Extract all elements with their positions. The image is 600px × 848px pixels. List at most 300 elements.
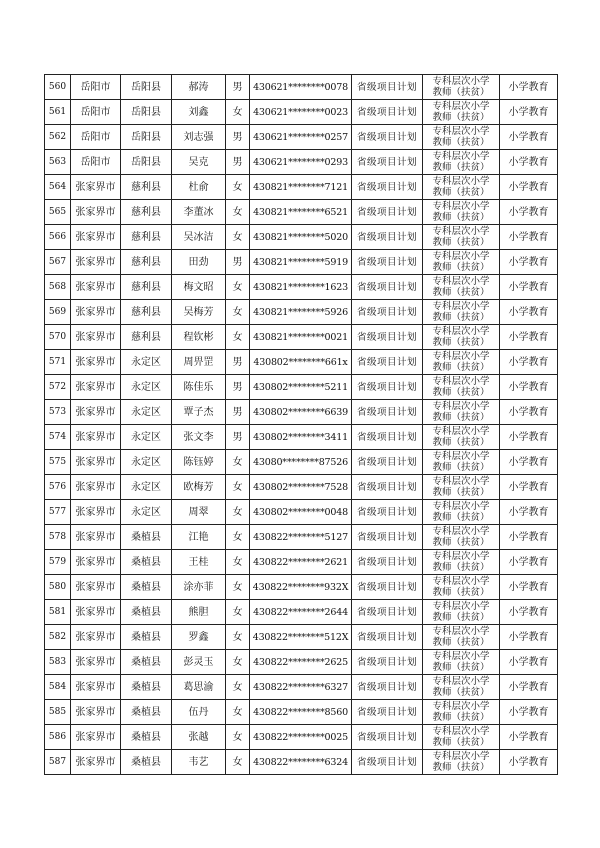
cell-plan: 省级项目计划	[352, 350, 423, 375]
cell-level-line: 专科层次小学	[432, 501, 490, 512]
cell-name: 田劲	[172, 250, 226, 275]
cell-plan: 省级项目计划	[352, 325, 423, 350]
cell-plan: 省级项目计划	[352, 525, 423, 550]
cell-level	[423, 150, 500, 175]
cell-level-line: 教师（扶贫）	[432, 662, 490, 673]
cell-level-line: 专科层次小学	[432, 101, 490, 112]
cell-level	[423, 200, 500, 225]
cell-subject: 小学教育	[500, 525, 558, 550]
cell-number: 583	[45, 650, 71, 675]
cell-number: 567	[45, 250, 71, 275]
cell-name: 吴克	[172, 150, 226, 175]
cell-gender: 女	[226, 675, 250, 700]
cell-id-number: 430822********932X	[250, 575, 352, 600]
cell-name: 张文李	[172, 425, 226, 450]
cell-level	[423, 375, 500, 400]
cell-level	[423, 350, 500, 375]
cell-gender: 女	[226, 600, 250, 625]
cell-county: 慈利县	[121, 225, 172, 250]
cell-level-line: 专科层次小学	[432, 426, 490, 437]
cell-subject: 小学教育	[500, 300, 558, 325]
cell-level-line: 专科层次小学	[432, 126, 490, 137]
cell-level	[423, 175, 500, 200]
cell-level-line: 专科层次小学	[432, 151, 490, 162]
document-page	[44, 74, 557, 775]
cell-gender: 女	[226, 100, 250, 125]
cell-number: 569	[45, 300, 71, 325]
cell-name: 葛思渝	[172, 675, 226, 700]
cell-plan: 省级项目计划	[352, 575, 423, 600]
table-row	[45, 275, 558, 300]
cell-plan: 省级项目计划	[352, 75, 423, 100]
cell-name: 张越	[172, 725, 226, 750]
cell-gender: 女	[226, 300, 250, 325]
cell-name: 王桂	[172, 550, 226, 575]
cell-level-line: 专科层次小学	[432, 326, 490, 337]
cell-number: 582	[45, 625, 71, 650]
cell-city: 张家界市	[71, 300, 121, 325]
cell-county: 桑植县	[121, 675, 172, 700]
table-row	[45, 550, 558, 575]
cell-subject: 小学教育	[500, 125, 558, 150]
cell-plan: 省级项目计划	[352, 700, 423, 725]
cell-gender: 女	[226, 575, 250, 600]
cell-level	[423, 525, 500, 550]
cell-id-number: 430822********2644	[250, 600, 352, 625]
table-row	[45, 525, 558, 550]
table-row	[45, 450, 558, 475]
admission-list-table	[44, 74, 558, 775]
cell-plan: 省级项目计划	[352, 600, 423, 625]
cell-subject: 小学教育	[500, 175, 558, 200]
cell-level	[423, 625, 500, 650]
cell-gender: 男	[226, 350, 250, 375]
cell-level-line: 专科层次小学	[432, 626, 490, 637]
cell-gender: 男	[226, 425, 250, 450]
cell-level-line: 专科层次小学	[432, 226, 490, 237]
cell-subject: 小学教育	[500, 250, 558, 275]
cell-id-number: 430822********2625	[250, 650, 352, 675]
cell-number: 584	[45, 675, 71, 700]
cell-county: 慈利县	[121, 325, 172, 350]
table-row	[45, 300, 558, 325]
cell-gender: 女	[226, 450, 250, 475]
cell-city: 张家界市	[71, 225, 121, 250]
table-row	[45, 350, 558, 375]
cell-subject: 小学教育	[500, 725, 558, 750]
cell-level	[423, 250, 500, 275]
cell-city: 张家界市	[71, 425, 121, 450]
cell-plan: 省级项目计划	[352, 100, 423, 125]
cell-level-line: 教师（扶贫）	[432, 562, 490, 573]
table-row	[45, 425, 558, 450]
cell-city: 张家界市	[71, 600, 121, 625]
cell-subject: 小学教育	[500, 350, 558, 375]
cell-number: 573	[45, 400, 71, 425]
cell-name: 周畀罡	[172, 350, 226, 375]
cell-name: 吴梅芳	[172, 300, 226, 325]
cell-level-line: 专科层次小学	[432, 201, 490, 212]
cell-level	[423, 600, 500, 625]
cell-number: 574	[45, 425, 71, 450]
cell-level-line: 教师（扶贫）	[432, 212, 490, 223]
cell-level-line: 专科层次小学	[432, 576, 490, 587]
cell-level-line: 专科层次小学	[432, 276, 490, 287]
cell-subject: 小学教育	[500, 375, 558, 400]
cell-level-line: 专科层次小学	[432, 301, 490, 312]
cell-plan: 省级项目计划	[352, 200, 423, 225]
cell-level-line: 教师（扶贫）	[432, 337, 490, 348]
cell-id-number: 430821********1623	[250, 275, 352, 300]
table-row	[45, 175, 558, 200]
cell-level	[423, 275, 500, 300]
cell-county: 慈利县	[121, 275, 172, 300]
table-row	[45, 700, 558, 725]
cell-id-number: 430821********5919	[250, 250, 352, 275]
cell-subject: 小学教育	[500, 100, 558, 125]
cell-name: 郝涛	[172, 75, 226, 100]
cell-county: 慈利县	[121, 175, 172, 200]
cell-subject: 小学教育	[500, 575, 558, 600]
cell-plan: 省级项目计划	[352, 300, 423, 325]
cell-gender: 男	[226, 250, 250, 275]
table-row	[45, 375, 558, 400]
cell-plan: 省级项目计划	[352, 125, 423, 150]
cell-level-line: 教师（扶贫）	[432, 587, 490, 598]
cell-id-number: 430822********0025	[250, 725, 352, 750]
cell-level-line: 专科层次小学	[432, 526, 490, 537]
cell-level-line: 专科层次小学	[432, 726, 490, 737]
cell-number: 581	[45, 600, 71, 625]
cell-name: 李董冰	[172, 200, 226, 225]
cell-plan: 省级项目计划	[352, 400, 423, 425]
cell-subject: 小学教育	[500, 225, 558, 250]
cell-plan: 省级项目计划	[352, 275, 423, 300]
cell-level	[423, 100, 500, 125]
cell-city: 张家界市	[71, 650, 121, 675]
cell-level-line: 教师（扶贫）	[432, 287, 490, 298]
cell-city: 张家界市	[71, 700, 121, 725]
cell-plan: 省级项目计划	[352, 500, 423, 525]
cell-subject: 小学教育	[500, 750, 558, 775]
table-row	[45, 625, 558, 650]
cell-subject: 小学教育	[500, 600, 558, 625]
cell-level-line: 专科层次小学	[432, 401, 490, 412]
cell-city: 张家界市	[71, 350, 121, 375]
cell-gender: 女	[226, 700, 250, 725]
cell-county: 永定区	[121, 400, 172, 425]
cell-county: 桑植县	[121, 600, 172, 625]
cell-plan: 省级项目计划	[352, 450, 423, 475]
cell-name: 陈佳乐	[172, 375, 226, 400]
cell-level	[423, 500, 500, 525]
table-body	[45, 75, 558, 775]
cell-city: 张家界市	[71, 450, 121, 475]
cell-plan: 省级项目计划	[352, 550, 423, 575]
cell-gender: 女	[226, 550, 250, 575]
cell-county: 桑植县	[121, 525, 172, 550]
cell-level-line: 教师（扶贫）	[432, 637, 490, 648]
cell-name: 刘鑫	[172, 100, 226, 125]
cell-level	[423, 400, 500, 425]
cell-level-line: 教师（扶贫）	[432, 762, 490, 773]
cell-id-number: 430621********0078	[250, 75, 352, 100]
cell-number: 586	[45, 725, 71, 750]
table-row	[45, 575, 558, 600]
cell-level-line: 教师（扶贫）	[432, 387, 490, 398]
cell-gender: 女	[226, 200, 250, 225]
cell-level-line: 教师（扶贫）	[432, 312, 490, 323]
cell-number: 568	[45, 275, 71, 300]
cell-id-number: 43080********87526	[250, 450, 352, 475]
cell-plan: 省级项目计划	[352, 750, 423, 775]
cell-gender: 女	[226, 175, 250, 200]
cell-level-line: 专科层次小学	[432, 351, 490, 362]
cell-level	[423, 700, 500, 725]
cell-subject: 小学教育	[500, 475, 558, 500]
table-row	[45, 200, 558, 225]
cell-subject: 小学教育	[500, 625, 558, 650]
cell-level-line: 专科层次小学	[432, 601, 490, 612]
cell-id-number: 430621********0257	[250, 125, 352, 150]
table-row	[45, 125, 558, 150]
cell-gender: 男	[226, 400, 250, 425]
cell-id-number: 430621********0293	[250, 150, 352, 175]
cell-city: 岳阳市	[71, 100, 121, 125]
table-row	[45, 400, 558, 425]
cell-subject: 小学教育	[500, 700, 558, 725]
cell-number: 571	[45, 350, 71, 375]
table-row	[45, 100, 558, 125]
cell-name: 周翠	[172, 500, 226, 525]
cell-level-line: 专科层次小学	[432, 751, 490, 762]
cell-id-number: 430802********6639	[250, 400, 352, 425]
cell-subject: 小学教育	[500, 425, 558, 450]
cell-city: 张家界市	[71, 500, 121, 525]
cell-level-line: 专科层次小学	[432, 701, 490, 712]
cell-id-number: 430822********2621	[250, 550, 352, 575]
cell-name: 梅文昭	[172, 275, 226, 300]
cell-name: 伍丹	[172, 700, 226, 725]
cell-level-line: 教师（扶贫）	[432, 87, 490, 98]
cell-number: 587	[45, 750, 71, 775]
cell-number: 560	[45, 75, 71, 100]
cell-level-line: 专科层次小学	[432, 676, 490, 687]
cell-city: 张家界市	[71, 175, 121, 200]
cell-gender: 女	[226, 650, 250, 675]
cell-gender: 女	[226, 625, 250, 650]
cell-level-line: 教师（扶贫）	[432, 237, 490, 248]
cell-level	[423, 575, 500, 600]
cell-level-line: 专科层次小学	[432, 551, 490, 562]
cell-level	[423, 650, 500, 675]
cell-county: 永定区	[121, 450, 172, 475]
cell-level-line: 专科层次小学	[432, 251, 490, 262]
cell-subject: 小学教育	[500, 75, 558, 100]
cell-level-line: 教师（扶贫）	[432, 687, 490, 698]
cell-id-number: 430802********0048	[250, 500, 352, 525]
cell-plan: 省级项目计划	[352, 425, 423, 450]
cell-number: 575	[45, 450, 71, 475]
cell-id-number: 430821********6521	[250, 200, 352, 225]
cell-subject: 小学教育	[500, 400, 558, 425]
cell-number: 578	[45, 525, 71, 550]
cell-number: 564	[45, 175, 71, 200]
cell-gender: 男	[226, 150, 250, 175]
cell-gender: 女	[226, 225, 250, 250]
cell-plan: 省级项目计划	[352, 225, 423, 250]
cell-level	[423, 300, 500, 325]
cell-subject: 小学教育	[500, 200, 558, 225]
cell-subject: 小学教育	[500, 675, 558, 700]
cell-level-line: 教师（扶贫）	[432, 112, 490, 123]
cell-id-number: 430821********5926	[250, 300, 352, 325]
cell-gender: 女	[226, 325, 250, 350]
cell-number: 565	[45, 200, 71, 225]
cell-county: 桑植县	[121, 575, 172, 600]
cell-county: 桑植县	[121, 625, 172, 650]
cell-county: 永定区	[121, 425, 172, 450]
cell-level	[423, 125, 500, 150]
cell-id-number: 430802********3411	[250, 425, 352, 450]
cell-city: 张家界市	[71, 200, 121, 225]
cell-subject: 小学教育	[500, 450, 558, 475]
cell-id-number: 430822********8560	[250, 700, 352, 725]
cell-level-line: 教师（扶贫）	[432, 187, 490, 198]
cell-county: 慈利县	[121, 300, 172, 325]
cell-city: 张家界市	[71, 250, 121, 275]
cell-county: 桑植县	[121, 550, 172, 575]
cell-gender: 女	[226, 500, 250, 525]
cell-number: 576	[45, 475, 71, 500]
cell-county: 桑植县	[121, 750, 172, 775]
cell-level-line: 专科层次小学	[432, 651, 490, 662]
cell-level-line: 专科层次小学	[432, 451, 490, 462]
cell-city: 岳阳市	[71, 75, 121, 100]
cell-city: 张家界市	[71, 325, 121, 350]
cell-city: 张家界市	[71, 525, 121, 550]
cell-number: 580	[45, 575, 71, 600]
cell-city: 张家界市	[71, 275, 121, 300]
cell-name: 欧梅芳	[172, 475, 226, 500]
cell-city: 张家界市	[71, 725, 121, 750]
cell-subject: 小学教育	[500, 550, 558, 575]
cell-id-number: 430802********661x	[250, 350, 352, 375]
cell-gender: 男	[226, 125, 250, 150]
cell-id-number: 430822********512X	[250, 625, 352, 650]
cell-level	[423, 725, 500, 750]
cell-gender: 女	[226, 475, 250, 500]
cell-level-line: 教师（扶贫）	[432, 737, 490, 748]
table-row	[45, 325, 558, 350]
table-row	[45, 500, 558, 525]
cell-level-line: 专科层次小学	[432, 176, 490, 187]
cell-level-line: 教师（扶贫）	[432, 487, 490, 498]
cell-plan: 省级项目计划	[352, 150, 423, 175]
table-row	[45, 650, 558, 675]
cell-plan: 省级项目计划	[352, 375, 423, 400]
cell-city: 张家界市	[71, 575, 121, 600]
cell-number: 570	[45, 325, 71, 350]
cell-level-line: 教师（扶贫）	[432, 262, 490, 273]
cell-id-number: 430621********0023	[250, 100, 352, 125]
table-row	[45, 250, 558, 275]
cell-county: 慈利县	[121, 200, 172, 225]
cell-level-line: 教师（扶贫）	[432, 437, 490, 448]
cell-county: 永定区	[121, 500, 172, 525]
cell-city: 张家界市	[71, 550, 121, 575]
table-row	[45, 600, 558, 625]
cell-county: 岳阳县	[121, 125, 172, 150]
cell-level-line: 教师（扶贫）	[432, 137, 490, 148]
cell-name: 程钦彬	[172, 325, 226, 350]
cell-name: 彭灵玉	[172, 650, 226, 675]
cell-level-line: 教师（扶贫）	[432, 412, 490, 423]
cell-id-number: 430821********5020	[250, 225, 352, 250]
cell-id-number: 430802********5211	[250, 375, 352, 400]
cell-city: 张家界市	[71, 400, 121, 425]
cell-level	[423, 450, 500, 475]
cell-level-line: 专科层次小学	[432, 76, 490, 87]
cell-subject: 小学教育	[500, 150, 558, 175]
table-row	[45, 475, 558, 500]
cell-gender: 女	[226, 725, 250, 750]
cell-level	[423, 750, 500, 775]
cell-id-number: 430821********0021	[250, 325, 352, 350]
cell-county: 慈利县	[121, 250, 172, 275]
cell-level-line: 教师（扶贫）	[432, 462, 490, 473]
cell-level	[423, 475, 500, 500]
cell-level-line: 教师（扶贫）	[432, 612, 490, 623]
cell-name: 吴冰洁	[172, 225, 226, 250]
cell-number: 579	[45, 550, 71, 575]
cell-city: 张家界市	[71, 375, 121, 400]
cell-number: 585	[45, 700, 71, 725]
cell-name: 涂亦菲	[172, 575, 226, 600]
cell-id-number: 430822********6324	[250, 750, 352, 775]
cell-name: 江艳	[172, 525, 226, 550]
cell-number: 562	[45, 125, 71, 150]
cell-name: 覃子杰	[172, 400, 226, 425]
cell-plan: 省级项目计划	[352, 675, 423, 700]
cell-city: 岳阳市	[71, 125, 121, 150]
cell-gender: 女	[226, 275, 250, 300]
cell-county: 永定区	[121, 350, 172, 375]
cell-level-line: 专科层次小学	[432, 376, 490, 387]
cell-name: 杜俞	[172, 175, 226, 200]
cell-plan: 省级项目计划	[352, 175, 423, 200]
cell-county: 桑植县	[121, 725, 172, 750]
cell-city: 张家界市	[71, 475, 121, 500]
cell-level	[423, 550, 500, 575]
cell-county: 岳阳县	[121, 150, 172, 175]
cell-name: 刘志强	[172, 125, 226, 150]
cell-city: 张家界市	[71, 625, 121, 650]
cell-id-number: 430802********7528	[250, 475, 352, 500]
cell-name: 熊胆	[172, 600, 226, 625]
cell-county: 岳阳县	[121, 100, 172, 125]
cell-subject: 小学教育	[500, 325, 558, 350]
table-row	[45, 675, 558, 700]
cell-county: 桑植县	[121, 700, 172, 725]
cell-level-line: 教师（扶贫）	[432, 712, 490, 723]
cell-gender: 女	[226, 525, 250, 550]
cell-county: 永定区	[121, 375, 172, 400]
cell-gender: 女	[226, 750, 250, 775]
cell-subject: 小学教育	[500, 275, 558, 300]
cell-level	[423, 75, 500, 100]
cell-number: 563	[45, 150, 71, 175]
